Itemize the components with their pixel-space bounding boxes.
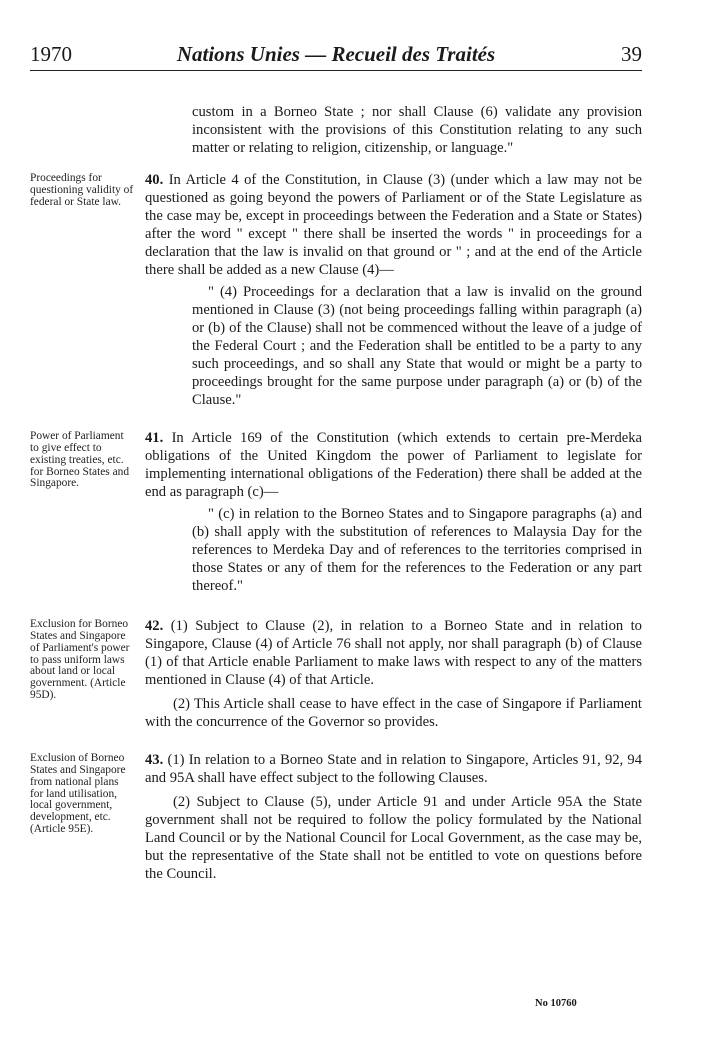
header-page-number: 39 <box>621 42 642 66</box>
article-paragraph-2: (2) Subject to Clause (5), under Article 91 and under Article 95A the State government shall not be required to follow the policy formulated by the National Land Council or by the National Council for Local Government, as the case may be, but the representative of the State shall not be entitled to vote on questions before the Council. <box>145 794 642 883</box>
continuation-text: custom in a Borneo State ; nor shall Clause (6) validate any provision inconsistent with the provisions of this Constitution relating to any such matter or relating to religion, citizenship, or language." <box>192 103 642 156</box>
article-43 <box>30 751 642 883</box>
article-body <box>145 429 642 595</box>
article-paragraph <box>145 617 642 689</box>
article-number: 42. <box>145 618 164 635</box>
page-header <box>30 42 642 71</box>
quoted-clause <box>192 283 642 409</box>
margin-note: Exclusion of Borneo States and Singapore from national plans for land utilisation, local government, development, etc. (Article 95E). <box>30 752 126 835</box>
page-body <box>30 88 642 883</box>
article-body <box>145 751 642 883</box>
article-body <box>145 617 642 731</box>
article-paragraph <box>145 171 642 279</box>
article-text: In Article 169 of the Constitution (which extends to certain pre-Merdeka obligations of the United Kingdom the power of Parliament to legislate for implementing international obligations of the Federation) there shall be added at the end as paragraph (c)— <box>145 430 642 501</box>
article-paragraph-2: (2) This Article shall cease to have effect in the case of Singapore if Parliament with the concurrence of the Governor so provides. <box>145 696 642 731</box>
article-text: (1) In relation to a Borneo State and in relation to Singapore, Articles 91, 92, 94 and 95A shall have effect subject to the following Clauses. <box>145 752 642 787</box>
margin-note: Proceedings for questioning validity of federal or State law. <box>30 172 134 208</box>
article-42 <box>30 617 642 731</box>
margin-note: Exclusion for Borneo States and Singapore of Parliament's power to pass uniform laws about land or local government. (Article 95D). <box>30 618 130 701</box>
quote-text: " (4) Proceedings for a declaration that a law is invalid on the ground mentioned in Clause (3) (not being proceedings falling within paragraph (a) or (b) of the Clause) shall not be commenced without the leave of a judge of the Federal Court ; and the Federation shall be entitled to be a party to any such proceedings, and so shall any State that would or might be a party to proceedings brought for the same purpose under paragraph (a) or (b) of the Clause." <box>192 284 642 409</box>
article-body <box>145 171 642 409</box>
header-year: 1970 <box>30 42 72 66</box>
article-number: 40. <box>145 172 164 189</box>
article-40 <box>30 171 642 409</box>
article-41 <box>30 429 642 595</box>
article-text: (1) Subject to Clause (2), in relation to a Borneo State and in relation to Singapore, Clause (4) of Article 76 shall not apply, nor shall paragraph (b) of Clause (1) of that Article enable Parliament to make laws with respect to any of the matters mentioned in Clause (4) of that Article. <box>145 618 642 689</box>
quoted-clause <box>192 505 642 595</box>
header-title: Nations Unies — Recueil des Traités <box>176 42 496 66</box>
article-paragraph <box>145 751 642 787</box>
quote-text: " (c) in relation to the Borneo States and to Singapore paragraphs (a) and (b) shall apply with the substitution of references to Malaysia Day for the references to Merdeka Day and of references to the territories comprised in those States or any of them for the references to the Federation or any part thereof." <box>192 506 642 595</box>
treaty-number: No 10760 <box>535 998 577 1009</box>
article-text: In Article 4 of the Constitution, in Clause (3) (under which a law may not be questioned as going beyond the powers of Parliament or of the State Legislature as the case may be, except in proceedings between the Federation and a State or States) after the word " except " there shall be inserted the words " in proceedings for a declaration that the law is invalid on that ground or " ; and at the end of the Article there shall be added as a new Clause (4)— <box>145 172 642 279</box>
margin-note: Power of Parliament to give effect to existing treaties, etc. for Borneo States and Singapore. <box>30 430 130 490</box>
article-number: 41. <box>145 430 164 447</box>
article-paragraph <box>145 429 642 501</box>
article-number: 43. <box>145 752 164 769</box>
